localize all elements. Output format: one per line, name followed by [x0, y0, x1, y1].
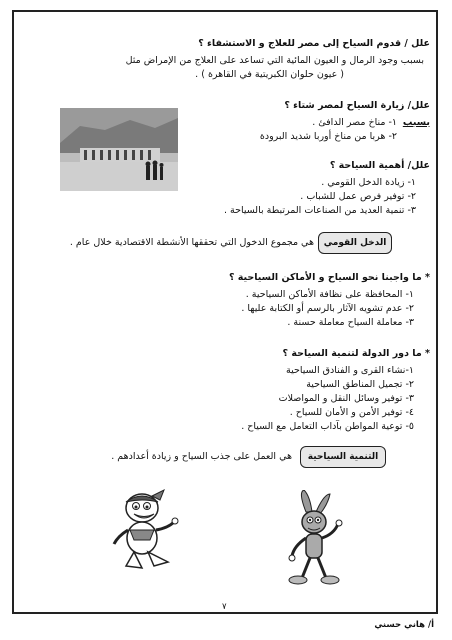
q1-body	[24, 54, 424, 82]
term-label: التنمية السياحية	[307, 452, 379, 462]
q3-title: علل/ أهمية السياحة ؟	[329, 160, 430, 171]
list-item: ٥- توعية المواطن بآداب التعامل مع السياح .	[241, 421, 414, 432]
q4-list	[114, 288, 414, 330]
q2-title: علل/ زيارة السياح لمصر شتاء ؟	[284, 100, 430, 111]
q2-list	[207, 116, 397, 144]
definition-tourism-development: هي العمل على جذب السياح و زيادة أعدادهم .	[111, 451, 292, 462]
q3-list	[116, 176, 416, 218]
list-item: ١- المحافظة على نظافة الأماكن السياحية .	[245, 289, 414, 300]
list-item: ٣- تنمية العديد من الصناعات المرتبطة بالسياحة .	[223, 205, 416, 216]
author-credit: أ/ هاني حسني	[374, 620, 434, 630]
q1-body-line-2: ( عيون حلوان الكبريتية في القاهرة ) .	[195, 69, 344, 80]
list-item: ٢- عدم تشويه الآثار بالرسم أو الكتابة عليها .	[241, 303, 414, 314]
list-item: ٢- هربا من مناخ أوربا شديد البرودة	[259, 131, 397, 142]
q2-marker: بسبب	[402, 117, 430, 128]
cartoon-duck-illustration	[112, 486, 184, 574]
list-item: ٢- تجميل المناطق السياحية	[306, 379, 414, 390]
q5-list	[114, 364, 414, 434]
list-item: ٤- توفير الأمن و الأمان للسياح .	[289, 407, 414, 418]
q1-title: علل / قدوم السياح إلى مصر للعلاج و الاستشفاء ؟	[198, 38, 430, 49]
list-item: ١- زيادة الدخل القومي .	[321, 177, 416, 188]
q1-body-line-1: بسبب وجود الرمال و العيون المائية التي تساعد على العلاج من الإمراض مثل	[125, 55, 424, 66]
list-item: ١- مناخ مصر الدافئ .	[312, 117, 397, 128]
page-number: ٧	[222, 602, 227, 612]
term-label: الدخل القومي	[323, 238, 387, 248]
cartoon-rabbit-illustration	[284, 490, 346, 586]
term-box-tourism-development	[300, 446, 386, 468]
list-item: ٣- توفير وسائل النقل و المواصلات	[278, 393, 414, 404]
q4-title: * ما واجبنا نحو السياح و الأماكن السياحية ؟	[228, 272, 430, 283]
list-item: ١-نشاء القرى و الفنادق السياحية	[285, 365, 414, 376]
list-item: ٣- معاملة السياح معاملة حسنة .	[287, 317, 414, 328]
definition-national-income: هي مجموع الدخول التي تحققها الأنشطة الاقتصادية خلال عام .	[69, 237, 314, 248]
list-item: ٢- توفير فرص عمل للشباب .	[300, 191, 416, 202]
q5-title: * ما دور الدولة لتنمية السياحة ؟	[282, 348, 430, 359]
term-box-national-income	[318, 232, 392, 254]
